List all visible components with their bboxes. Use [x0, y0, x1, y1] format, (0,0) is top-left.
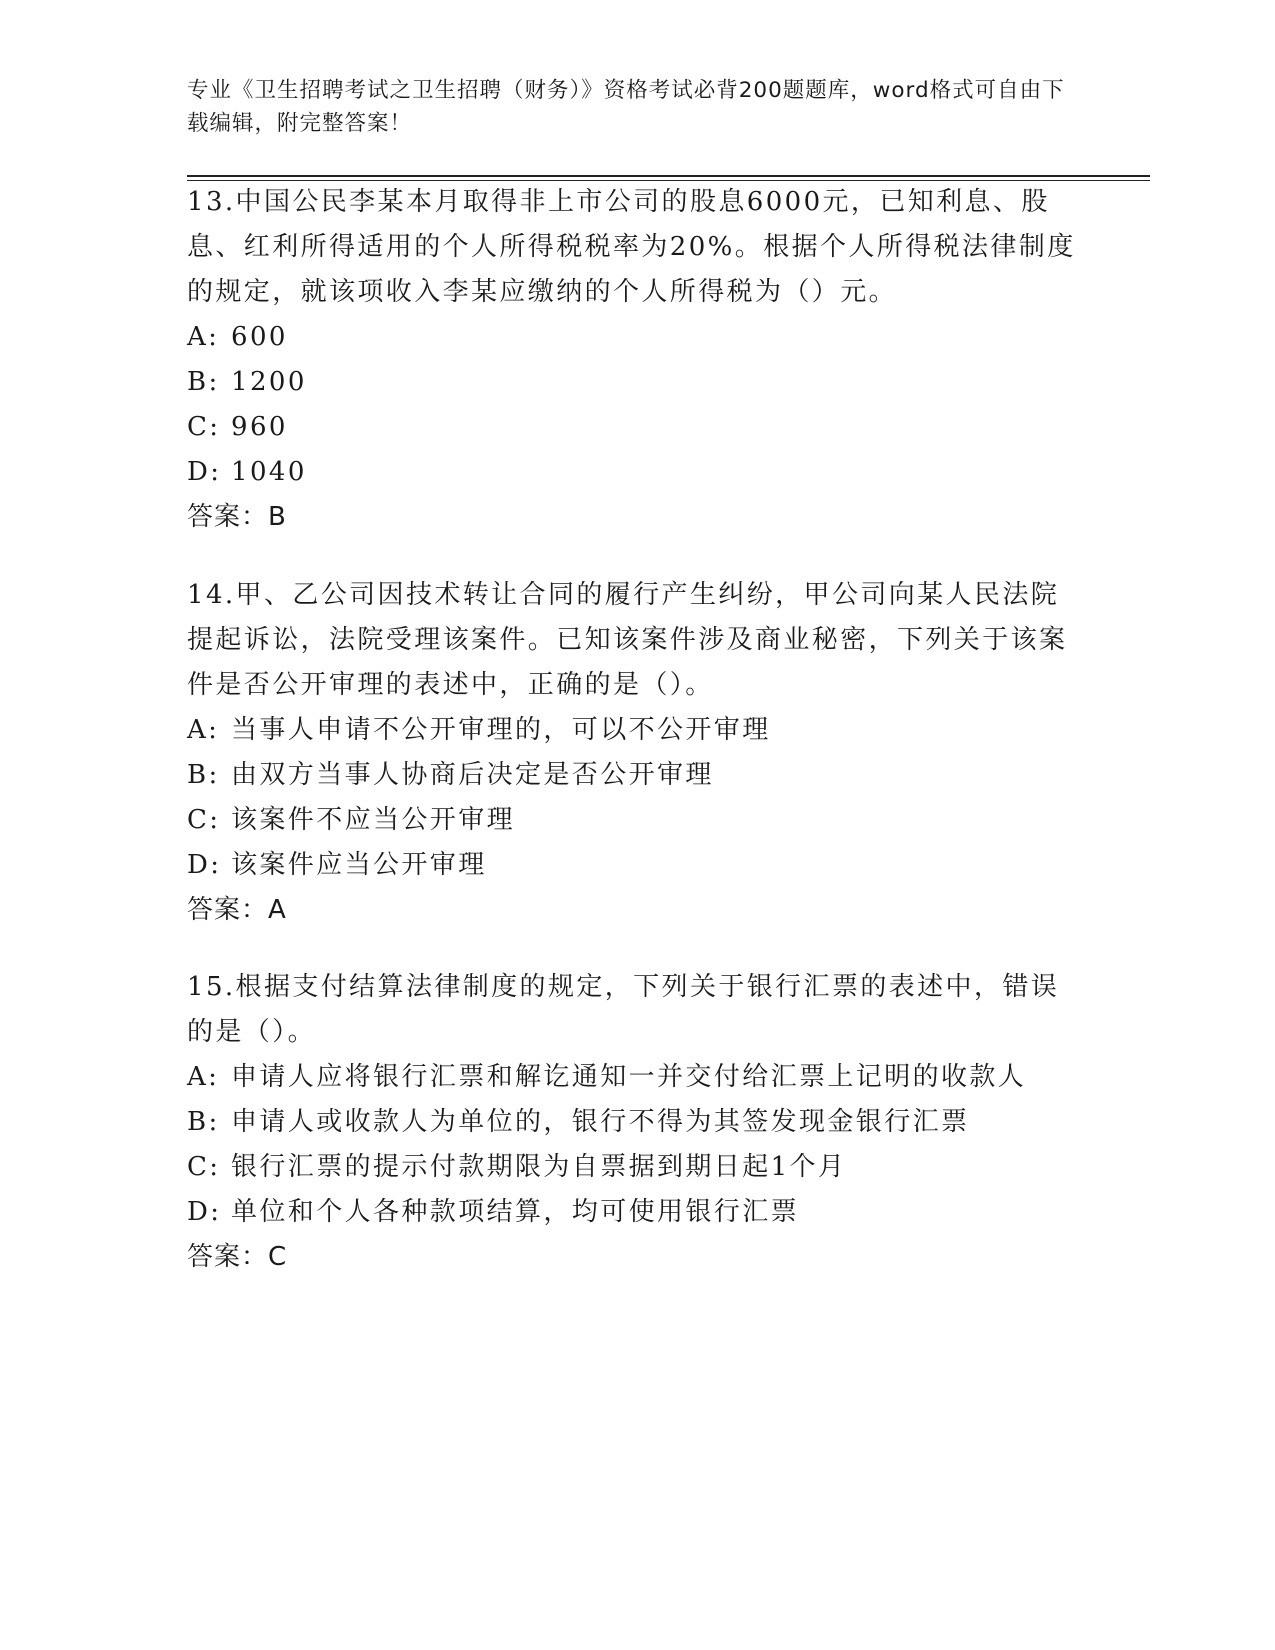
option-text: 1200	[231, 367, 307, 397]
option-letter: C:	[187, 805, 221, 835]
option-text: 单位和个人各种款项结算，均可使用银行汇票	[231, 1197, 800, 1227]
option-text: 该案件应当公开审理	[231, 850, 487, 880]
option-letter: D:	[187, 850, 222, 880]
option-a	[187, 1055, 1077, 1100]
option-c	[187, 798, 1077, 843]
option-text: 由双方当事人协商后决定是否公开审理	[231, 760, 714, 790]
document-header: 专业《卫生招聘考试之卫生招聘（财务）》资格考试必背200题题库，word格式可自由下载编辑，附完整答案！	[187, 78, 1065, 136]
option-letter: A:	[187, 322, 220, 352]
option-c	[187, 1145, 1077, 1190]
option-text: 1040	[231, 457, 307, 487]
option-a	[187, 708, 1077, 753]
option-b	[187, 360, 1077, 405]
option-letter: D:	[187, 457, 222, 487]
answer: 答案：B	[187, 502, 287, 532]
option-letter: B:	[187, 1107, 220, 1137]
option-letter: D:	[187, 1197, 222, 1227]
option-letter: C:	[187, 412, 221, 442]
option-d	[187, 1190, 1077, 1235]
option-letter: A:	[187, 1062, 220, 1092]
option-text: 申请人或收款人为单位的，银行不得为其签发现金银行汇票	[231, 1107, 970, 1137]
option-d	[187, 450, 1077, 495]
option-letter: B:	[187, 760, 220, 790]
answer: 答案：C	[187, 1242, 288, 1272]
option-text: 申请人应将银行汇票和解讫通知一并交付给汇票上记明的收款人	[231, 1062, 1027, 1092]
option-a	[187, 315, 1077, 360]
option-text: 银行汇票的提示付款期限为自票据到期日起1个月	[231, 1152, 847, 1182]
question-13	[187, 180, 1077, 540]
question-14	[187, 573, 1077, 933]
option-d	[187, 843, 1077, 888]
option-text: 当事人申请不公开审理的，可以不公开审理	[231, 715, 771, 745]
option-b	[187, 1100, 1077, 1145]
option-text: 960	[231, 412, 288, 442]
question-stem: 13.中国公民李某本月取得非上市公司的股息6000元，已知利息、股息、红利所得适用的个人所得税税率为20%。根据个人所得税法律制度的规定，就该项收入李某应缴纳的个人所得税为（）元。	[187, 187, 1076, 307]
option-letter: B:	[187, 367, 220, 397]
option-letter: C:	[187, 1152, 221, 1182]
question-15	[187, 965, 1077, 1280]
option-text: 600	[231, 322, 288, 352]
option-c	[187, 405, 1077, 450]
answer: 答案：A	[187, 895, 287, 925]
question-stem: 14.甲、乙公司因技术转让合同的履行产生纠纷，甲公司向某人民法院提起诉讼，法院受理该案件。已知该案件涉及商业秘密，下列关于该案件是否公开审理的表述中，正确的是（）。	[187, 580, 1068, 700]
option-text: 该案件不应当公开审理	[231, 805, 516, 835]
option-b	[187, 753, 1077, 798]
question-stem: 15.根据支付结算法律制度的规定，下列关于银行汇票的表述中，错误的是（）。	[187, 972, 1060, 1047]
option-letter: A:	[187, 715, 220, 745]
